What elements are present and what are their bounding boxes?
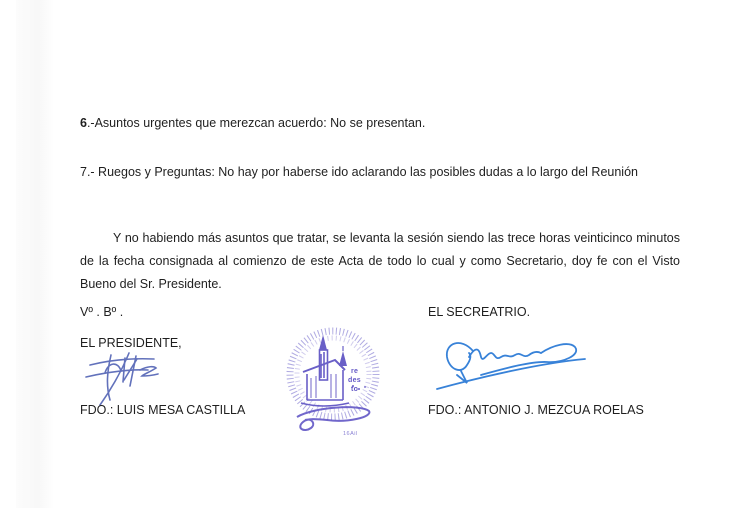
agenda-item-7: 7.- Ruegos y Preguntas: No hay por haberse ido aclarando las posibles dudas a lo largo del Reunión — [80, 165, 638, 179]
closing-paragraph: Y no habiendo más asuntos que tratar, se levanta la sesión siendo las trece horas veinticinco minutos de la fecha consignada al comienzo de este Acta de todo lo cual y como Secretario, doy fe con el Visto Bueno del Sr. Presidente. — [80, 231, 680, 291]
secretary-title: EL SECREATRIO. — [428, 305, 531, 319]
president-title: EL PRESIDENTE, — [80, 336, 182, 350]
secretary-signature — [433, 331, 593, 395]
agenda-item-6 — [80, 116, 425, 131]
president-signature — [80, 350, 175, 408]
stamp-fragment-3: to — [351, 386, 359, 393]
agenda-item-6-number: 6 — [80, 116, 87, 130]
stamp-fragment-1: re — [351, 368, 359, 375]
municipal-stamp — [283, 326, 383, 438]
stamp-bottom-text: 16Ail — [343, 431, 358, 437]
visto-bueno-label: Vº . Bº . — [80, 305, 124, 319]
secretary-fdo: FDO.: ANTONIO J. MEZCUA ROELAS — [428, 403, 644, 417]
agenda-item-6-text: .-Asuntos urgentes que merezcan acuerdo: No se presentan. — [86, 116, 426, 130]
stamp-fragment-2: des — [348, 377, 361, 384]
president-fdo: FDO.: LUIS MESA CASTILLA — [80, 403, 246, 417]
page-edge-shadow — [16, 0, 54, 508]
